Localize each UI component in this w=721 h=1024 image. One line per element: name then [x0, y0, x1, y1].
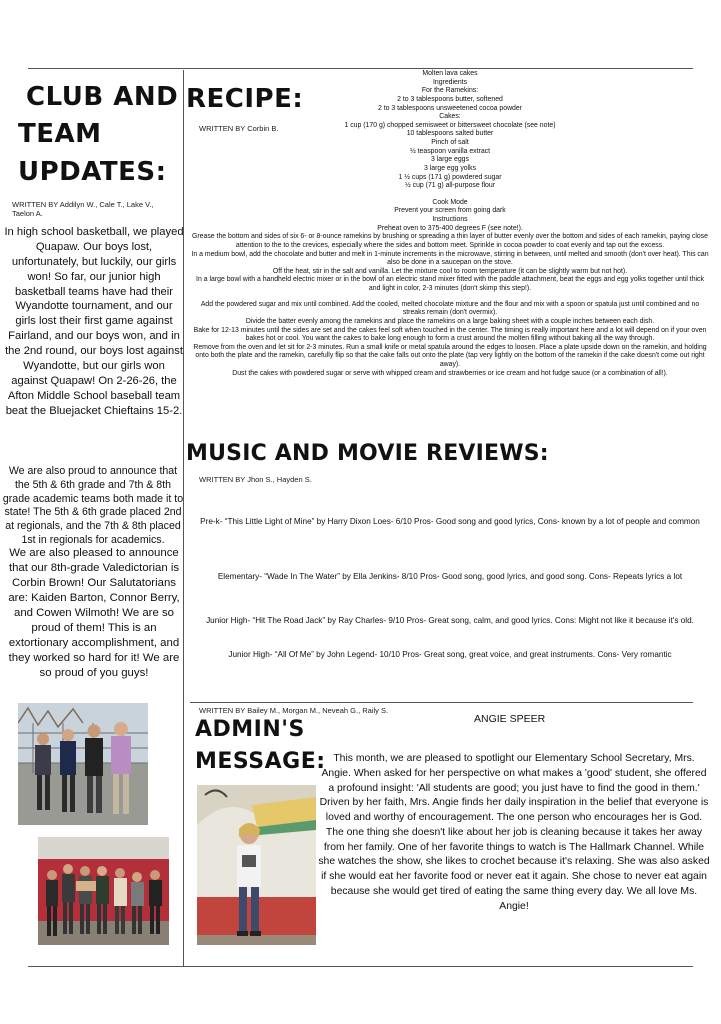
recipe-step: Grease the bottom and sides of six 6- or 8-ounce ramekins by brushing or spreading a thin layer of butter evenly over the bottom and sides of each ramekin, paying close attention to the to the crevices, especially where the sides and bottom meet. Sprinkle in cocoa powder to coat evenly and tap out the excess.	[192, 233, 708, 249]
recipe-step: Off the heat, stir in the salt and vanilla. Let the mixture cool to room temperature (it can be slightly warm but not hot).	[272, 267, 628, 275]
admin-portrait-photo	[197, 785, 316, 945]
recipe-step: Bake for 12-13 minutes until the sides are set and the cakes feel soft when touched in the center. The timing is really important here and a lot will depend on if your oven bakes hot or cool. You want the cakes to bake long enough to form a crust around the molten filling without baking all the way through.	[193, 326, 707, 343]
admin-message-body: This month, we are pleased to spotlight our Elementary School Secretary, Mrs. Angie. When asked for her perspective on what makes a 'good' student, she offered a profound insight: 'All students are good; you just have to find the good in them.' Driven by her faith, Mrs. Angie finds her daily inspiration in the belief that everyone is loved and worthy of encouragement. The one person who encourages her is God. The one thing she doesn't like about her job is cleaning because it takes her away from her family. One of her favorite things to watch is The Hallmark Channel. While she watches the show, she likes to crochet because it's relaxing. She was also asked if she would eat her favorite food or never eat it again. She chose to never eat again because she would get tired of eating the same thing every day. We all love Ms. Angie!	[318, 753, 710, 912]
recipe-line: Prevent your screen from going dark	[394, 207, 506, 215]
recipe-line: Instructions	[432, 216, 468, 223]
recipe-line: Cook Mode	[432, 198, 468, 206]
bottom-rule	[28, 966, 693, 967]
recipe-step: In a medium bowl, add the chocolate and butter and melt in 1-minute increments in the microwave, stirring in between, until melted and smooth (don't over heat). This can also be done in a saucepan on the stove.	[191, 250, 709, 267]
reviews-heading: MUSIC AND MOVIE REVIEWS:	[186, 441, 549, 466]
admin-heading	[195, 718, 326, 773]
review-item: Junior High- “Hit The Road Jack” by Ray Charles- 9/10 Pros- Great song, calm, and good lyrics. Cons: Might not like it because it's old.	[206, 616, 694, 625]
reviews-byline: WRITTEN BY Jhon S., Hayden S.	[199, 475, 312, 484]
admin-heading-line-1: ADMIN'S	[195, 717, 305, 742]
recipe-step: Remove from the oven and let sit for 2-3 minutes. Run a small knife or metal spatula around the edges to loosen. Place a plate upside down on the ramekin, and holding onto both the plate and the ramekin, carefully flip so that the cake falls out onto the plate (tap very lightly on the bottom of the ramekin if the cake doesn't come out right away).	[193, 343, 707, 368]
recipe-line: 3 large eggs	[431, 156, 469, 164]
review-item: Junior High- “All Of Me” by John Legend- 10/10 Pros- Great song, great voice, and great instruments. Cons- Very romantic	[228, 650, 672, 659]
recipe-step: Dust the cakes with powdered sugar or serve with whipped cream and strawberries or ice cream and hot fudge sauce (or a combination of all!).	[232, 369, 668, 377]
recipe-line: ½ cup (71 g) all-purpose flour	[404, 182, 495, 190]
recipe-heading: RECIPE:	[186, 84, 304, 114]
club-byline: WRITTEN BY Addilyn W., Cale T., Lake V., Taelon A.	[12, 200, 154, 219]
review-item: Elementary- “Wade In The Water” by Ella Jenkins- 8/10 Pros- Good song, good lyrics, and good song. Cons- Repeats lyrics a lot	[217, 572, 683, 581]
recipe-line: Molten lava cakes	[422, 70, 478, 77]
club-paragraph-3: We are also pleased to announce that our 8th-grade Valedictorian is Corbin Brown! Our Salutatorians are: Kaiden Barton, Connor Berry, and Cowen Wilmoth! We are so proud of them! This is an extortionary accomplishment, and they worked so hard for it! We are so proud of you guys!	[8, 547, 180, 680]
admin-subtitle: ANGIE SPEER	[474, 713, 546, 725]
recipe-body	[190, 70, 710, 378]
recipe-line: Ingredients	[432, 78, 468, 86]
recipe-step: In a large bowl with a handheld electric mixer or in the bowl of an electric stand mixer fitted with the paddle attachment, beat the eggs and egg yolks together until thick and light in color, 2-3 minutes (don't skimp this step!).	[196, 276, 704, 292]
recipe-line: 2 to 3 tablespoons unsweetened cocoa powder	[377, 104, 523, 112]
recipe-step: Add the powdered sugar and mix until combined. Add the cooled, melted chocolate mixture and the flour and mix with a spoon or spatula just until combined and no streaks remain (don't overmix).	[200, 300, 700, 317]
team-group-photo	[38, 837, 169, 945]
students-outdoor-photo	[18, 703, 148, 825]
recipe-byline: WRITTEN BY Corbin B.	[199, 124, 279, 133]
club-heading-line-1: CLUB AND	[26, 82, 179, 112]
reviews-bottom-rule	[190, 702, 693, 703]
club-paragraph-2: We are also proud to announce that the 5th & 6th grade and 7th & 8th grade academic teams both made it to state! The 5th & 6th grade placed 2nd at regionals, and the 7th & 8th placed 1st in regionals for academics.	[2, 465, 184, 546]
club-heading-line-3: UPDATES:	[18, 156, 167, 187]
recipe-line: 3 large egg yolks	[423, 164, 477, 172]
recipe-step: Divide the batter evenly among the ramekins and place the ramekins on a large baking sheet with a couple inches between each dish.	[245, 317, 655, 325]
recipe-line: 10 tablespoons salted butter	[406, 130, 494, 138]
recipe-line: ½ teaspoon vanilla extract	[409, 147, 491, 155]
admin-heading-line-2: MESSAGE:	[195, 749, 326, 775]
recipe-line: 1 cup (170 g) chopped semisweet or bittersweet chocolate (see note)	[344, 121, 556, 129]
recipe-line: For the Ramekins:	[421, 87, 479, 95]
recipe-line: Preheat oven to 375-400 degrees F (see note!).	[377, 224, 523, 232]
recipe-line: Cakes:	[439, 113, 461, 121]
club-paragraph-1: In high school basketball, we played Quapaw. Our boys lost, unfortunately, but luckily, our girls won! So far, our junior high basketball teams have had their Wyandotte tournament, and our girls lost their first game against Fairland, and our boys won, and in the 2nd round, our boys lost against Wyandotte, but our girls won against Quapaw! On 2-26-26, the Afton Middle School baseball team beat the Bluejacket Chieftains 15-2.	[4, 226, 184, 417]
recipe-line: Pinch of salt	[431, 139, 469, 146]
club-heading-line-2: TEAM	[18, 119, 102, 150]
admin-byline: WRITTEN BY Bailey M., Morgan M., Neveah G., Raily S.	[199, 706, 389, 715]
club-heading	[18, 84, 178, 186]
top-rule	[28, 68, 693, 69]
recipe-line: 2 to 3 tablespoons butter, softened	[397, 95, 503, 103]
review-item: Pre-k- “This Little Light of Mine” by Harry Dixon Loes- 6/10 Pros- Good song and good lyrics, Cons- known by a lot of people and common	[200, 517, 700, 526]
recipe-line: 1 ½ cups (171 g) powdered sugar	[398, 173, 502, 181]
